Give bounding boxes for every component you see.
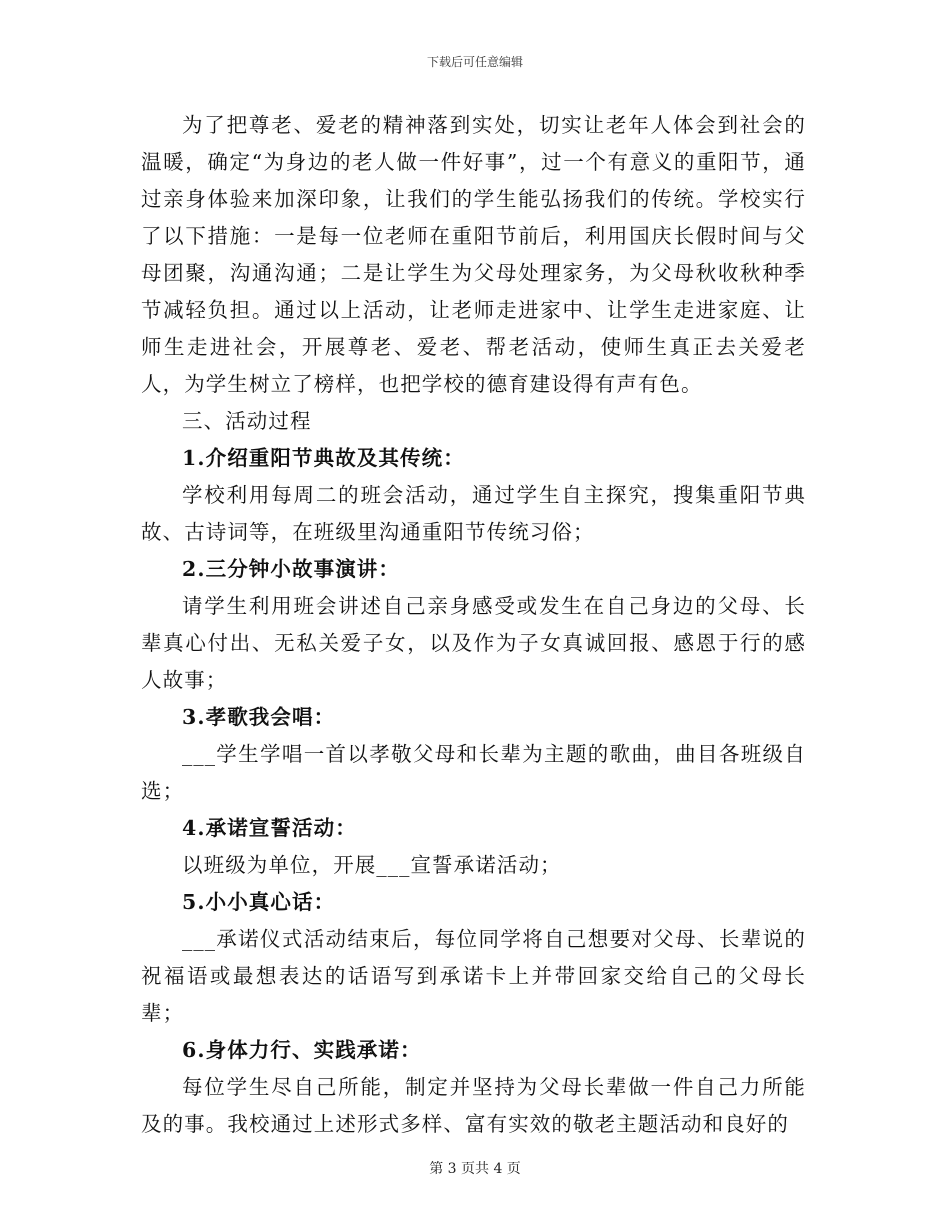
subheading-5: 5.小小真心话：	[182, 890, 336, 914]
paragraph-5: ___承诺仪式活动结束后，每位同学将自己想要对父母、长辈说的祝福语或最想表达的话语写到承诺卡上并带回家交给自己的父母长辈；	[141, 927, 806, 1025]
document-body	[141, 107, 806, 1143]
page-header-note: 下载后可任意编辑	[426, 55, 523, 69]
section-heading-activity-process: 三、活动过程	[182, 409, 312, 433]
paragraph-3: ___学生学唱一首以孝敬父母和长辈为主题的歌曲，曲目各班级自选；	[141, 742, 806, 803]
intro-paragraph: 为了把尊老、爱老的精神落到实处，切实让老年人体会到社会的温暖，确定“为身边的老人做一件好事”，过一个有意义的重阳节，通过亲身体验来加深印象，让我们的学生能弘扬我们的传统。学校实行了以下措施：一是每一位老师在重阳节前后，利用国庆长假时间与父母团聚，沟通沟通；二是让学生为父母处理家务，为父母秋收秋种季节减轻负担。通过以上活动，让老师走进家中、让学生走进家庭、让师生走进社会，开展尊老、爱老、帮老活动，使师生真正去关爱老人，为学生树立了榜样，也把学校的德育建设得有声有色。	[141, 113, 806, 396]
paragraph-1: 学校利用每周二的班会活动，通过学生自主探究，搜集重阳节典故、古诗词等，在班级里沟通重阳节传统习俗；	[141, 483, 806, 544]
subheading-4: 4.承诺宣誓活动：	[182, 816, 357, 840]
page-number: 第 3 页共 4 页	[429, 1161, 521, 1177]
subheading-3: 3.孝歌我会唱：	[182, 705, 336, 729]
subheading-6: 6.身体力行、实践承诺：	[182, 1038, 422, 1062]
paragraph-2: 请学生利用班会讲述自己亲身感受或发生在自己身边的父母、长辈真心付出、无私关爱子女，以及作为子女真诚回报、感恩于行的感人故事；	[141, 594, 806, 692]
paragraph-6: 每位学生尽自己所能，制定并坚持为父母长辈做一件自己力所能及的事。我校通过上述形式多样、富有实效的敬老主题活动和良好的	[141, 1075, 806, 1136]
paragraph-4: 以班级为单位，开展___宣誓承诺活动；	[182, 853, 562, 877]
subheading-2: 2.三分钟小故事演讲：	[182, 557, 401, 581]
subheading-1: 1.介绍重阳节典故及其传统：	[182, 446, 465, 470]
